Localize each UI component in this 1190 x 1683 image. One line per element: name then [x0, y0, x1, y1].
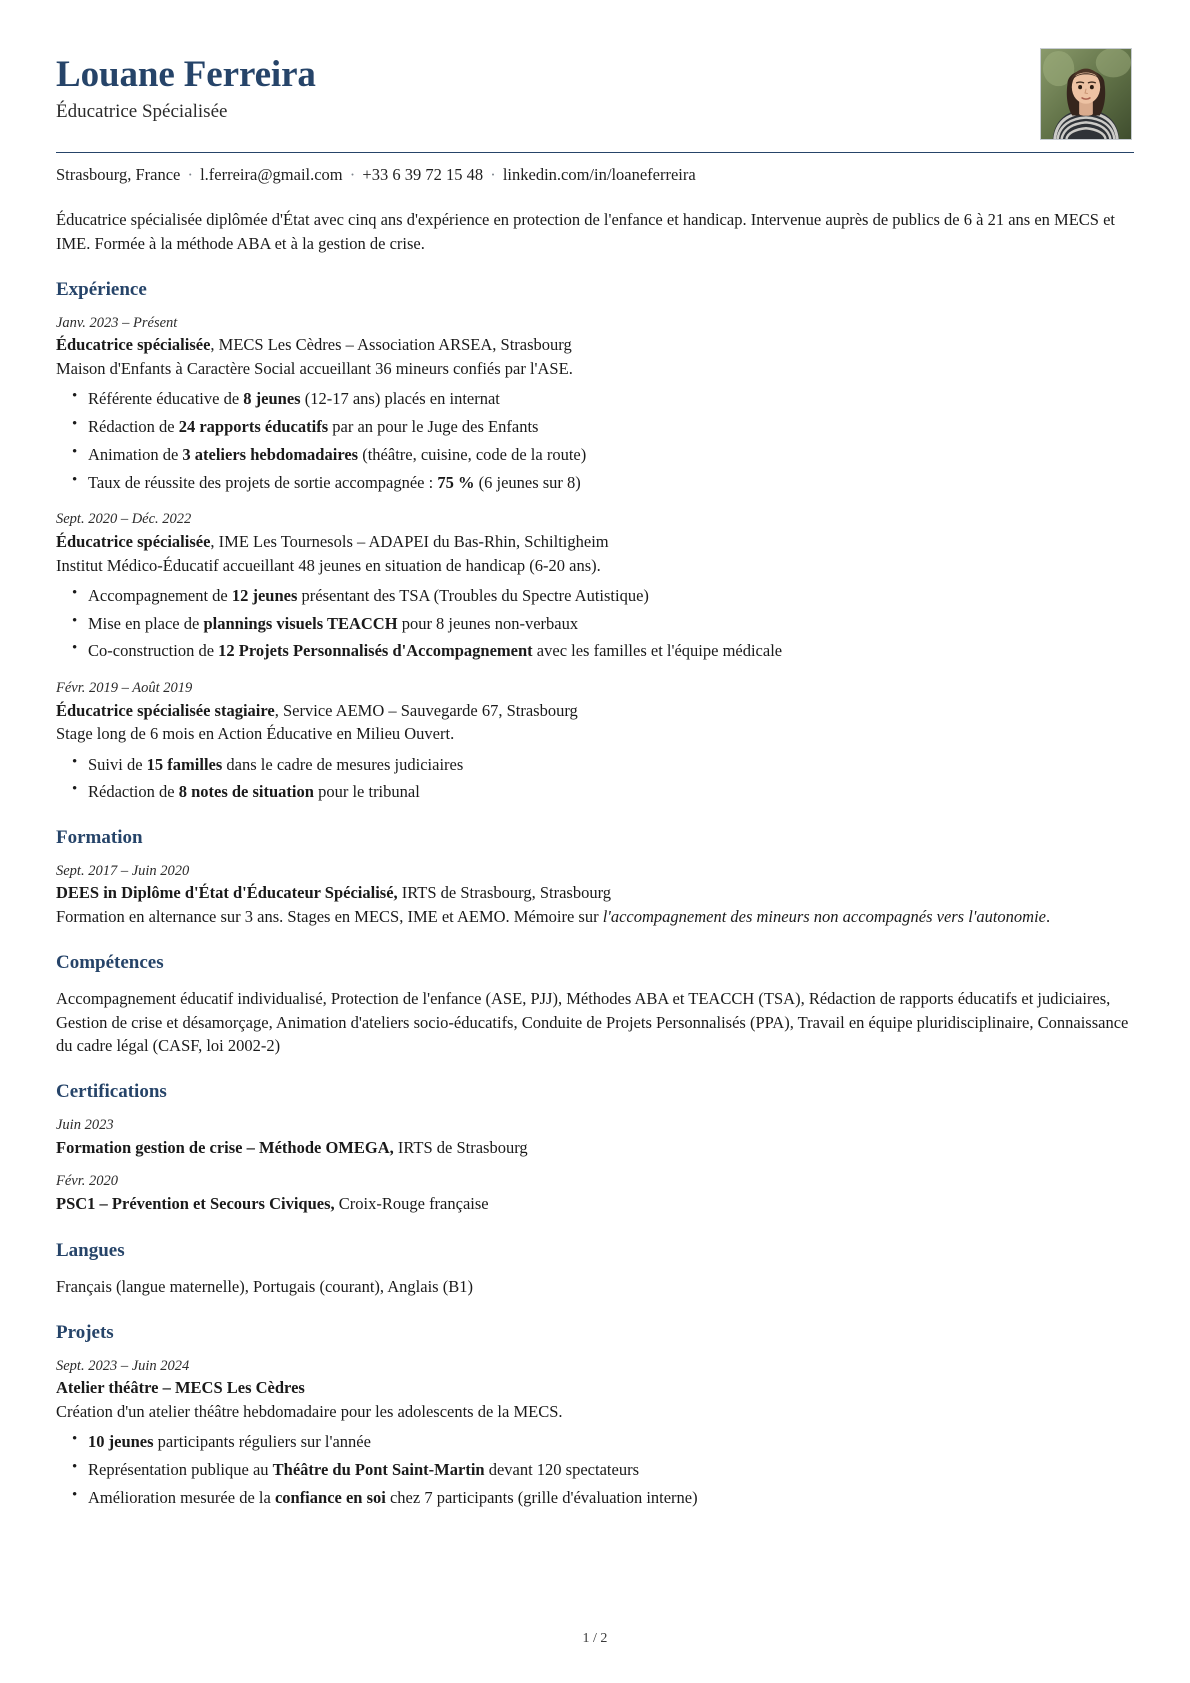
entry-title: [56, 1193, 1134, 1216]
entry-bullet-list: [56, 1431, 1134, 1508]
bullet-highlight: 15 familles: [146, 754, 223, 774]
skills-text: Accompagnement éducatif individualisé, Protection de l'enfance (ASE, PJJ), Méthodes ABA et TEACCH (TSA), Rédaction de rapports éducatifs et judiciaires, Gestion de crise et désamorçage, Animation d'ateliers socio-éducatifs, Conduite de Projets Personnalisés (PPA), Travail en équipe pluridisciplinaire, Connaissance du cadre légal (CASF, loi 2002-2): [56, 989, 1129, 1055]
contact-email[interactable]: l.ferreira@gmail.com: [200, 165, 343, 184]
entry-title: [56, 334, 1134, 357]
resume-header: [56, 48, 1134, 140]
list-item: [86, 754, 1134, 776]
section-heading-langues: Langues: [56, 1239, 125, 1261]
bullet-text-post: pour le tribunal: [313, 782, 420, 802]
list-item: [86, 640, 1134, 662]
list-item: [86, 388, 1134, 410]
bullet-highlight: 8 notes de situation: [178, 782, 314, 802]
bullet-highlight: 12 jeunes: [231, 585, 298, 605]
section-heading-competences: Compétences: [56, 952, 164, 974]
bullet-text-pre: Co-construction de: [88, 641, 219, 661]
bullet-text-pre: Représentation publique au: [88, 1460, 273, 1479]
entry-title: [56, 882, 1134, 905]
entry-date: Sept. 2017 – Juin 2020: [56, 862, 190, 879]
bullet-text-pre: Mise en place de: [88, 613, 204, 633]
certification-entry: [56, 1172, 1134, 1215]
certification-name: PSC1 – Prévention et Secours Civiques,: [56, 1194, 335, 1214]
entry-date: Sept. 2020 – Déc. 2022: [56, 511, 192, 528]
page-title: Louane Ferreira: [56, 54, 316, 95]
bullet-highlight: Théâtre du Pont Saint-Martin: [272, 1460, 485, 1479]
experience-entry: [56, 679, 1134, 803]
section-experience: [56, 279, 1134, 803]
bullet-text-post: présentant des TSA (Troubles du Spectre Autistique): [297, 585, 649, 605]
bullet-highlight: confiance en soi: [274, 1487, 386, 1507]
project-name: Atelier théâtre – MECS Les Cèdres: [56, 1378, 305, 1398]
certification-issuer: Croix-Rouge française: [334, 1194, 489, 1214]
entry-date: Sept. 2023 – Juin 2024: [56, 1357, 190, 1374]
entry-org: , Service AEMO – Sauvegarde 67, Strasbourg: [274, 700, 578, 720]
entry-role: Éducatrice spécialisée: [56, 335, 211, 355]
list-item: [86, 472, 1134, 494]
entry-description: Création d'un atelier théâtre hebdomadaire pour les adolescents de la MECS.: [56, 1402, 563, 1422]
section-certifications: [56, 1081, 1134, 1215]
entry-description: Stage long de 6 mois en Action Éducative en Milieu Ouvert.: [56, 724, 455, 744]
bullet-text-post: (12-17 ans) placés en internat: [300, 389, 500, 409]
bullet-text-post: (théâtre, cuisine, code de la route): [358, 444, 587, 464]
certification-entry: [56, 1116, 1134, 1159]
entry-description: Institut Médico-Éducatif accueillant 48 jeunes en situation de handicap (6-20 ans).: [56, 555, 601, 575]
section-heading-formation: Formation: [56, 827, 143, 849]
page-number: 1 / 2: [582, 1631, 608, 1646]
contact-line: [56, 164, 1134, 186]
entry-date: Juin 2023: [56, 1117, 114, 1134]
bullet-text-post: (6 jeunes sur 8): [474, 472, 581, 492]
list-item: [86, 1487, 1134, 1509]
degree-name: DEES in Diplôme d'État d'Éducateur Spécialisé,: [56, 883, 398, 903]
entry-role: Éducatrice spécialisée stagiaire: [56, 700, 275, 720]
entry-bullet-list: [56, 388, 1134, 493]
bullet-text-pre: Taux de réussite des projets de sortie accompagnée :: [88, 472, 438, 492]
project-entry: [56, 1357, 1134, 1509]
entry-title: [56, 531, 1134, 554]
entry-date: Févr. 2020: [56, 1173, 119, 1190]
list-item: [86, 1459, 1134, 1481]
contact-separator: ·: [187, 165, 193, 184]
school-name: IRTS de Strasbourg, Strasbourg: [397, 883, 612, 903]
bullet-highlight: 3 ateliers hebdomadaires: [182, 444, 359, 464]
experience-entry: [56, 314, 1134, 493]
contact-location: Strasbourg, France: [56, 165, 181, 184]
contact-phone[interactable]: +33 6 39 72 15 48: [362, 165, 484, 184]
bullet-highlight: 10 jeunes: [88, 1432, 154, 1452]
contact-linkedin[interactable]: linkedin.com/in/loaneferreira: [502, 165, 696, 184]
entry-org: , IME Les Tournesols – ADAPEI du Bas-Rhin, Schiltigheim: [210, 531, 609, 551]
list-item: [86, 1431, 1134, 1453]
contact-separator: ·: [490, 165, 496, 184]
professional-headline: Éducatrice Spécialisée: [56, 101, 228, 123]
contact-separator: ·: [349, 165, 356, 184]
entry-date: Janv. 2023 – Présent: [56, 314, 178, 331]
bullet-text-pre: Rédaction de: [88, 417, 179, 437]
section-heading-experience: Expérience: [56, 279, 147, 301]
portrait-illustration: [1041, 49, 1131, 139]
header-divider: [56, 152, 1134, 153]
professional-summary: Éducatrice spécialisée diplômée d'État avec cinq ans d'expérience en protection de l'enfance et handicap. Intervenue auprès de publics de 6 à 21 ans en MECS et IME. Formée à la méthode ABA et à la gestion de crise.: [56, 210, 1115, 253]
section-heading-certifications: Certifications: [56, 1081, 167, 1103]
list-item: [86, 781, 1134, 803]
list-item: [86, 585, 1134, 607]
list-item: [86, 613, 1134, 635]
bullet-text-post: devant 120 spectateurs: [484, 1460, 639, 1479]
certification-issuer: IRTS de Strasbourg: [393, 1137, 528, 1157]
bullet-text-pre: Amélioration mesurée de la: [88, 1487, 275, 1507]
bullet-text-post: chez 7 participants (grille d'évaluation interne): [385, 1487, 698, 1507]
list-item: [86, 444, 1134, 466]
description-post: .: [1046, 907, 1051, 927]
description-pre: Formation en alternance sur 3 ans. Stages en MECS, IME et AEMO. Mémoire sur: [56, 907, 603, 927]
bullet-text-pre: Accompagnement de: [88, 585, 232, 605]
entry-title: [56, 1137, 1134, 1160]
bullet-text-pre: Rédaction de: [88, 782, 179, 802]
bullet-text-post: dans le cadre de mesures judiciaires: [222, 754, 464, 774]
entry-bullet-list: [56, 585, 1134, 662]
bullet-highlight: 24 rapports éducatifs: [178, 417, 329, 437]
entry-description: [56, 905, 1134, 928]
section-projets: [56, 1322, 1134, 1509]
header-identity: [56, 48, 316, 124]
bullet-highlight: 8 jeunes: [243, 389, 301, 409]
certification-name: Formation gestion de crise – Méthode OMEGA,: [56, 1137, 394, 1157]
bullet-text-pre: Suivi de: [88, 754, 147, 774]
avatar: [1040, 48, 1132, 140]
entry-role: Éducatrice spécialisée: [56, 531, 211, 551]
entry-bullet-list: [56, 754, 1134, 804]
page-footer: [0, 1631, 1190, 1647]
thesis-title: l'accompagnement des mineurs non accompagnés vers l'autonomie: [602, 907, 1047, 927]
languages-text: Français (langue maternelle), Portugais (courant), Anglais (B1): [56, 1276, 473, 1296]
bullet-text-post: avec les familles et l'équipe médicale: [532, 641, 783, 661]
section-competences: [56, 952, 1134, 1057]
bullet-highlight: plannings visuels TEACCH: [203, 613, 398, 633]
entry-description: Maison d'Enfants à Caractère Social accueillant 36 mineurs confiés par l'ASE.: [56, 359, 573, 379]
bullet-text-pre: Animation de: [88, 444, 183, 464]
entry-title: [56, 700, 1134, 723]
bullet-highlight: 12 Projets Personnalisés d'Accompagnement: [218, 641, 533, 661]
bullet-highlight: 75 %: [437, 472, 475, 492]
section-heading-projets: Projets: [56, 1322, 114, 1344]
experience-entry: [56, 510, 1134, 662]
entry-date: Févr. 2019 – Août 2019: [56, 680, 193, 697]
bullet-text-post: pour 8 jeunes non-verbaux: [397, 613, 579, 633]
entry-title: [56, 1377, 1134, 1400]
bullet-text-pre: Référente éducative de: [88, 389, 244, 409]
entry-org: , MECS Les Cèdres – Association ARSEA, Strasbourg: [210, 335, 572, 355]
list-item: [86, 416, 1134, 438]
section-langues: [56, 1240, 1134, 1298]
education-entry: [56, 862, 1134, 928]
section-formation: [56, 827, 1134, 928]
bullet-text-post: participants réguliers sur l'année: [153, 1432, 371, 1452]
bullet-text-post: par an pour le Juge des Enfants: [328, 417, 539, 437]
